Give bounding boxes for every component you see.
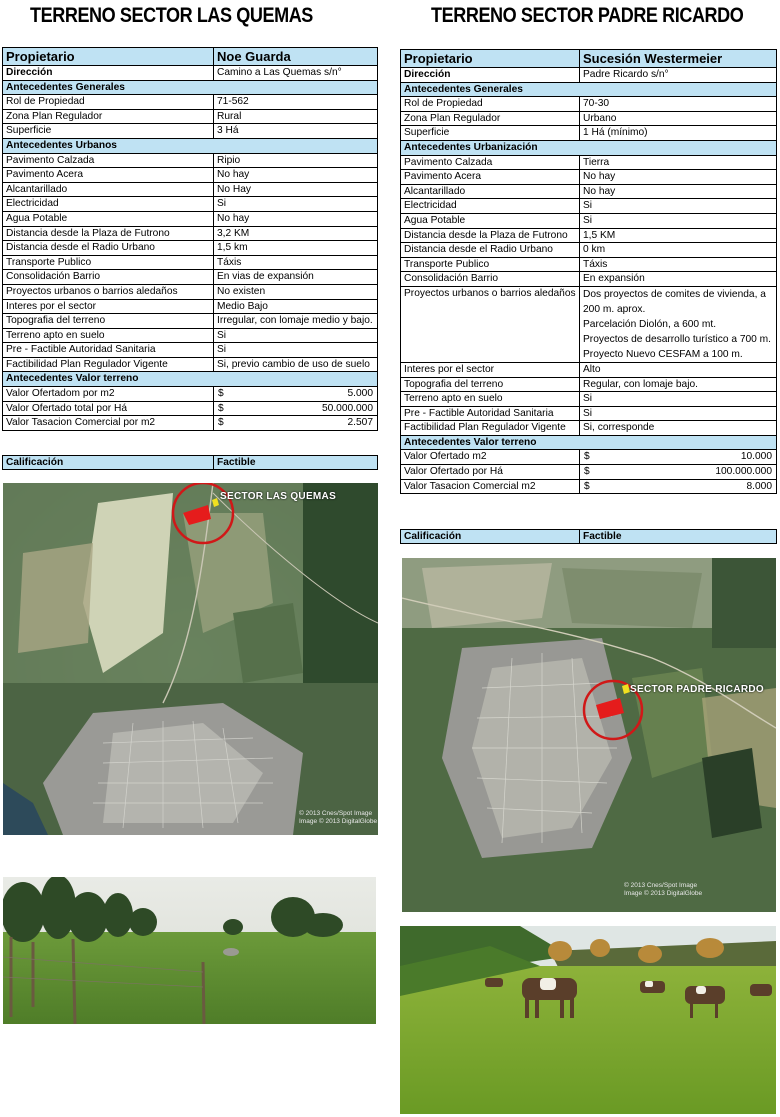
row-label: Pavimento Acera — [3, 168, 214, 183]
copyright-line-1: © 2013 Cnes/Spot Image — [624, 882, 698, 889]
row-label: Proyectos urbanos o barrios aledaños — [401, 286, 580, 362]
row-value: 3,2 KM — [214, 226, 378, 241]
table-row — [401, 243, 777, 258]
currency-symbol: $ — [584, 466, 590, 478]
address-row — [401, 68, 777, 83]
row-label: Valor Ofertado por Há — [401, 465, 580, 480]
row-label: Agua Potable — [401, 213, 580, 228]
row-label: Pavimento Acera — [401, 170, 580, 185]
table-row — [3, 343, 378, 358]
row-label: Pavimento Calzada — [3, 153, 214, 168]
row-value: Táxis — [214, 255, 378, 270]
table-row — [401, 272, 777, 287]
right-title: TERRENO SECTOR PADRE RICARDO — [431, 4, 744, 27]
owner-value: Sucesión Westermeier — [580, 50, 777, 68]
section-label: Antecedentes Generales — [401, 82, 777, 97]
table-row — [3, 95, 378, 110]
table-row — [401, 450, 777, 465]
row-value: Si — [580, 199, 777, 214]
row-value: 70-30 — [580, 97, 777, 112]
row-value: No hay — [580, 170, 777, 185]
row-label: Transporte Publico — [401, 257, 580, 272]
copyright-line-1: © 2013 Cnes/Spot Image — [299, 810, 373, 817]
row-value: Regular, con lomaje bajo. — [580, 377, 777, 392]
table-row — [401, 170, 777, 185]
amount-value: 2.507 — [347, 417, 373, 429]
table-row — [3, 270, 378, 285]
map-copyright — [299, 810, 377, 826]
row-value: No hay — [214, 211, 378, 226]
table-row — [3, 416, 378, 431]
map-location-label: SECTOR LAS QUEMAS — [220, 491, 337, 502]
currency-symbol: $ — [218, 402, 224, 414]
table-row — [401, 421, 777, 436]
table-row — [401, 406, 777, 421]
row-label: Alcantarillado — [401, 184, 580, 199]
row-label: Agua Potable — [3, 211, 214, 226]
row-value: No hay — [214, 168, 378, 183]
address-label: Dirección — [3, 66, 214, 81]
row-value: 3 Há — [214, 124, 378, 139]
table-row — [401, 228, 777, 243]
table-row — [401, 392, 777, 407]
row-label: Alcantarillado — [3, 182, 214, 197]
row-value: 1,5 km — [214, 241, 378, 256]
address-row — [3, 66, 378, 81]
row-label: Transporte Publico — [3, 255, 214, 270]
currency-symbol: $ — [218, 388, 224, 400]
row-label: Interes por el sector — [401, 362, 580, 377]
projects-row — [401, 286, 777, 362]
table-row — [401, 479, 777, 494]
row-value: Si — [580, 406, 777, 421]
table-row — [3, 197, 378, 212]
row-value: Si, previo cambio de uso de suelo — [214, 357, 378, 372]
owner-row — [3, 48, 378, 66]
row-label: Terreno apto en suelo — [3, 328, 214, 343]
calificacion-label: Calificación — [3, 456, 214, 470]
row-value: Urbano — [580, 111, 777, 126]
table-row — [3, 284, 378, 299]
left-title: TERRENO SECTOR LAS QUEMAS — [30, 4, 313, 27]
row-value: No existen — [214, 284, 378, 299]
row-label: Factibilidad Plan Regulador Vigente — [3, 357, 214, 372]
table-row — [401, 213, 777, 228]
row-label: Valor Ofertadom por m2 — [3, 387, 214, 402]
row-label: Superficie — [3, 124, 214, 139]
row-label: Consolidación Barrio — [3, 270, 214, 285]
amount-value: 100.000.000 — [715, 466, 772, 478]
row-value: Si — [214, 343, 378, 358]
currency-symbol: $ — [584, 451, 590, 463]
table-row — [3, 387, 378, 402]
row-value — [580, 465, 777, 480]
section-label: Antecedentes Urbanización — [401, 140, 777, 155]
project-line: Dos proyectos de comites de vivienda, a — [583, 288, 766, 300]
row-value: 1,5 KM — [580, 228, 777, 243]
currency-symbol: $ — [218, 417, 224, 429]
right-property-table — [400, 49, 777, 494]
table-row — [401, 465, 777, 480]
row-label: Electricidad — [3, 197, 214, 212]
row-value: En vias de expansión — [214, 270, 378, 285]
row-value: Irregular, con lomaje medio y bajo. — [214, 314, 378, 329]
project-line: Parcelación Diolón, a 600 mt. — [583, 318, 717, 330]
row-label: Valor Ofertado total por Há — [3, 401, 214, 416]
table-row — [3, 299, 378, 314]
pasture-photo — [3, 877, 376, 1024]
section-label: Antecedentes Valor terreno — [3, 372, 378, 387]
calificacion-value: Factible — [214, 456, 378, 470]
table-row — [401, 97, 777, 112]
section-row — [401, 140, 777, 155]
table-row — [3, 357, 378, 372]
table-row — [3, 124, 378, 139]
table-row — [401, 155, 777, 170]
table-row — [401, 111, 777, 126]
row-label: Interes por el sector — [3, 299, 214, 314]
row-label: Pre - Factible Autoridad Sanitaria — [401, 406, 580, 421]
row-label: Proyectos urbanos o barrios aledaños — [3, 284, 214, 299]
row-value: Si, corresponde — [580, 421, 777, 436]
right-landscape-photo — [400, 926, 776, 1114]
map-location-label: SECTOR PADRE RICARDO — [630, 684, 764, 695]
section-general — [3, 80, 378, 95]
table-row — [3, 226, 378, 241]
row-label: Rol de Propiedad — [3, 95, 214, 110]
row-label: Rol de Propiedad — [401, 97, 580, 112]
address-label: Dirección — [401, 68, 580, 83]
table-row — [401, 377, 777, 392]
left-satellite-map — [3, 483, 378, 835]
row-value: No hay — [580, 184, 777, 199]
table-row — [3, 182, 378, 197]
row-value: En expansión — [580, 272, 777, 287]
row-label: Distancia desde la Plaza de Futrono — [3, 226, 214, 241]
table-row — [401, 126, 777, 141]
row-value: 71-562 — [214, 95, 378, 110]
left-property-table — [2, 47, 378, 431]
row-value — [214, 401, 378, 416]
section-label: Antecedentes Generales — [3, 80, 378, 95]
row-value — [580, 479, 777, 494]
table-row — [401, 257, 777, 272]
table-row — [3, 168, 378, 183]
owner-label: Propietario — [3, 48, 214, 66]
section-label: Antecedentes Valor terreno — [401, 435, 777, 450]
row-value: Ripio — [214, 153, 378, 168]
address-value: Padre Ricardo s/n° — [580, 68, 777, 83]
copyright-line-2: Image © 2013 DigitalGlobe — [299, 818, 378, 825]
cattle-photo — [400, 926, 776, 1114]
map-copyright — [624, 882, 702, 898]
owner-label: Propietario — [401, 50, 580, 68]
amount-value: 50.000.000 — [322, 402, 373, 414]
row-label: Electricidad — [401, 199, 580, 214]
table-row — [3, 211, 378, 226]
row-label: Factibilidad Plan Regulador Vigente — [401, 421, 580, 436]
section-row — [3, 372, 378, 387]
row-value: Medio Bajo — [214, 299, 378, 314]
row-label: Valor Tasacion Comercial por m2 — [3, 416, 214, 431]
project-line: 200 m. aprox. — [583, 303, 646, 315]
owner-row — [401, 50, 777, 68]
amount-value: 8.000 — [746, 480, 772, 492]
row-value — [214, 416, 378, 431]
row-label: Topografia del terreno — [401, 377, 580, 392]
row-value — [580, 450, 777, 465]
amount-value: 5.000 — [347, 388, 373, 400]
section-row — [401, 435, 777, 450]
projects-list — [580, 286, 777, 362]
row-label: Pavimento Calzada — [401, 155, 580, 170]
row-label: Distancia desde la Plaza de Futrono — [401, 228, 580, 243]
row-label: Consolidación Barrio — [401, 272, 580, 287]
project-line: Proyectos de desarrollo turístico a 700 m. — [583, 333, 771, 345]
row-value: Si — [214, 197, 378, 212]
address-value: Camino a Las Quemas s/n° — [214, 66, 378, 81]
table-row — [3, 328, 378, 343]
row-value: Si — [580, 392, 777, 407]
row-value: Si — [214, 328, 378, 343]
project-line: Proyecto Nuevo CESFAM a 100 m. — [583, 348, 743, 360]
row-value: No Hay — [214, 182, 378, 197]
right-calificacion — [400, 529, 777, 544]
row-label: Distancia desde el Radio Urbano — [401, 243, 580, 258]
table-row — [3, 401, 378, 416]
calificacion-value: Factible — [580, 530, 777, 544]
row-value: 1 Há (mínimo) — [580, 126, 777, 141]
section-label: Antecedentes Urbanos — [3, 138, 378, 153]
table-row — [3, 153, 378, 168]
table-row — [3, 255, 378, 270]
table-row — [3, 241, 378, 256]
row-label: Valor Tasacion Comercial m2 — [401, 479, 580, 494]
row-value — [214, 387, 378, 402]
row-value: Alto — [580, 362, 777, 377]
table-row — [3, 109, 378, 124]
left-calificacion — [2, 455, 378, 470]
row-label: Valor Ofertado m2 — [401, 450, 580, 465]
calificacion-label: Calificación — [401, 530, 580, 544]
right-satellite-map — [402, 558, 776, 912]
row-label: Topografia del terreno — [3, 314, 214, 329]
satellite-image — [3, 483, 378, 835]
row-value: 0 km — [580, 243, 777, 258]
row-label: Distancia desde el Radio Urbano — [3, 241, 214, 256]
currency-symbol: $ — [584, 480, 590, 492]
row-value: Táxis — [580, 257, 777, 272]
row-label: Pre - Factible Autoridad Sanitaria — [3, 343, 214, 358]
row-value: Rural — [214, 109, 378, 124]
row-label: Terreno apto en suelo — [401, 392, 580, 407]
section-row — [3, 138, 378, 153]
table-row — [3, 314, 378, 329]
row-label: Superficie — [401, 126, 580, 141]
left-landscape-photo — [3, 877, 376, 1024]
row-value: Tierra — [580, 155, 777, 170]
amount-value: 10.000 — [740, 451, 772, 463]
table-row — [401, 362, 777, 377]
section-general — [401, 82, 777, 97]
row-label: Zona Plan Regulador — [401, 111, 580, 126]
owner-value: Noe Guarda — [214, 48, 378, 66]
table-row — [401, 199, 777, 214]
row-value: Si — [580, 213, 777, 228]
table-row — [401, 184, 777, 199]
copyright-line-2: Image © 2013 DigitalGlobe — [624, 890, 703, 897]
row-label: Zona Plan Regulador — [3, 109, 214, 124]
satellite-image — [402, 558, 776, 912]
